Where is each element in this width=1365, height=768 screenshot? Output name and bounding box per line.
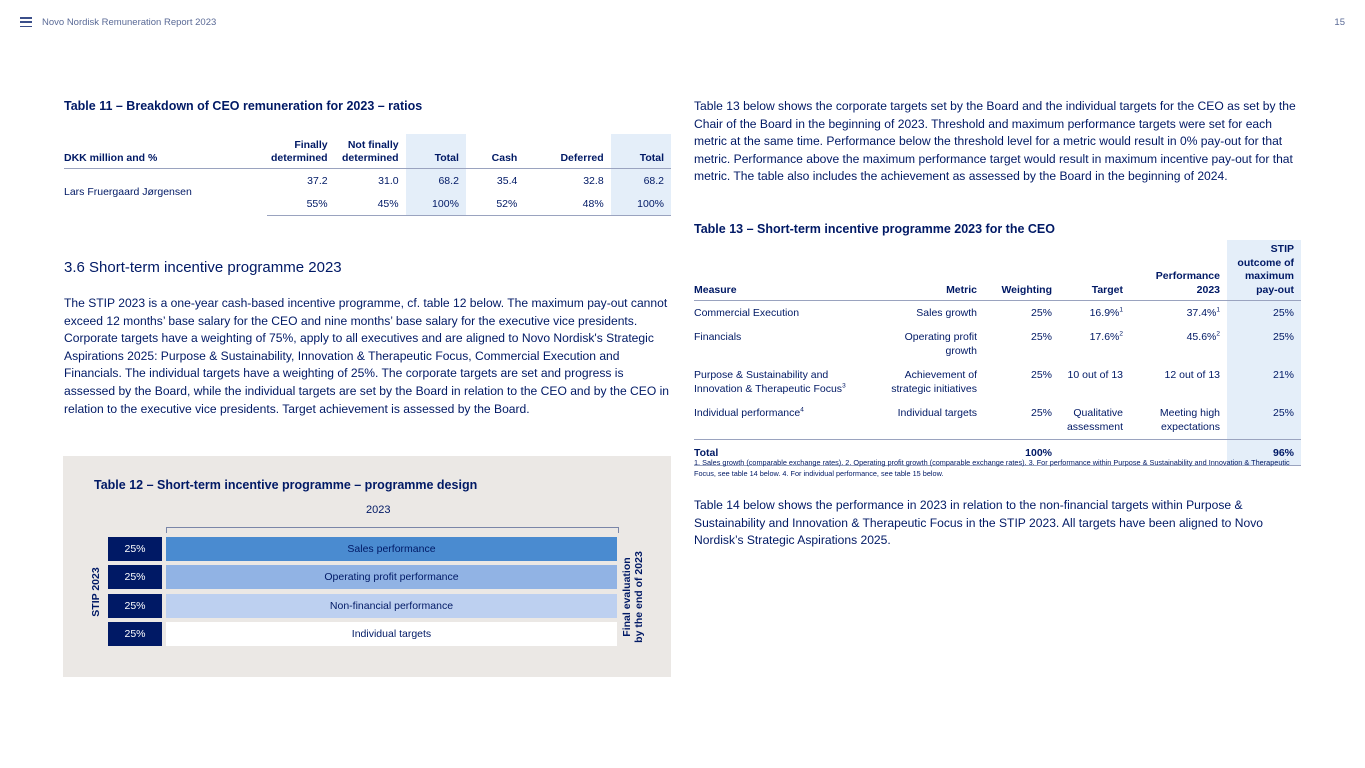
page-number: 15: [1334, 16, 1345, 28]
total-label: Total: [694, 440, 881, 466]
performance-cell: 45.6%$^2$: [1186, 330, 1220, 343]
table-cell: 100%: [611, 192, 671, 216]
performance-cell: 12 out of 13: [1164, 369, 1220, 381]
metric-cell: Operating profit growth: [904, 331, 977, 357]
col-header: Target: [1059, 240, 1130, 301]
table-row: [694, 325, 1301, 363]
table13-intro-text: Table 13 below shows the corporate targets set by the Board and the individual targets for the CEO as set by the Chair of the Board in the beginning of 2023. Threshold and maximum performance targets were set for each metric at the same time. Performance below the threshold level for a metric would result in 0% pay-out for that metric. Performance above the maximum performance target would result in maximum incentive pay-out for that metric. The table also includes the achievement as assessed by the Board in the beginning of 2024.: [694, 99, 1296, 184]
final-evaluation-vertical-label: Final evaluation by the end of 2023: [621, 551, 645, 643]
table-cell: 52%: [466, 192, 524, 216]
outcome-cell: 25%: [1227, 401, 1301, 440]
col-header: Weighting: [984, 240, 1059, 301]
performance-cell: Meeting high expectations: [1159, 407, 1220, 433]
outcome-cell: 25%: [1227, 325, 1301, 363]
table14-intro-text: Table 14 below shows the performance in 2023 in relation to the non-financial targets within Purpose & Sustainability and Innovation & Therapeutic Focus in the STIP 2023. All targets have been aligned to Novo Nordisk’s Strategic Aspirations 2025.: [694, 498, 1263, 548]
weighting-cell: 25%: [1030, 407, 1052, 419]
table-row: [694, 363, 1301, 401]
weight-badge: 25%: [108, 565, 162, 589]
table13: [694, 240, 1301, 466]
col-header: Cash: [466, 134, 524, 169]
table-cell: 37.2: [307, 174, 328, 187]
measure-cell: Purpose & Sustainability and Innovation & Therapeutic Focus$^3$: [694, 369, 846, 395]
target-cell: 16.9%$^1$: [1089, 306, 1123, 319]
outcome-cell: 25%: [1227, 301, 1301, 326]
weighting-cell: 25%: [1030, 331, 1052, 343]
top-bar: [20, 12, 1345, 32]
table-cell: 35.4: [496, 174, 518, 187]
col-header: Finally determined: [267, 134, 335, 169]
weight-badge: 25%: [108, 594, 162, 618]
target-cell: Qualitative assessment: [1066, 407, 1123, 433]
total-outcome: 96%: [1227, 440, 1301, 466]
target-cell: 17.6%$^2$: [1089, 330, 1123, 343]
table11: [64, 134, 671, 216]
measure-cell: Commercial Execution: [694, 307, 800, 319]
metric-cell: Achievement of strategic initiatives: [891, 369, 977, 395]
table13-header-row: [694, 240, 1301, 301]
table11-title: Table 11 – Breakdown of CEO remuneration for 2023 – ratios: [64, 99, 423, 113]
stip-vertical-label: STIP 2023: [90, 567, 102, 617]
table-cell: 32.8: [583, 174, 604, 187]
table11-header-row: [64, 134, 671, 169]
non-financial-bar: Non-financial performance: [166, 594, 617, 618]
weighting-cell: 25%: [1030, 369, 1052, 381]
measure-cell: Individual performance$^4$: [694, 406, 804, 419]
table12-title: Table 12 – Short-term incentive programme – programme design: [94, 478, 478, 492]
report-title: Novo Nordisk Remuneration Report 2023: [42, 16, 217, 28]
col-header: Measure: [694, 240, 881, 301]
weight-badge: 25%: [108, 537, 162, 561]
section-body-text: The STIP 2023 is a one-year cash-based incentive programme, cf. table 12 below. The maximum pay-out cannot exceed 12 months’ base salary for the CEO and nine months’ base salary for the executive vice presidents. Corporate targets have a weighting of 75%, apply to all executives and are aligned to Novo Nordisk's Strategic Aspirations 2025: Purpose & Sustainability, Innovation & Therapeutic Focus, Commercial Execution and Financials. The individual targets have a weighting of 25%. The corporate targets are set and progress is assessed by the Board, while the individual targets are set by the Board in relation to the CEO and by the CEO in relation to the executive vice presidents. Target achievement is assessed by the Board.: [64, 296, 670, 416]
col-header: Total: [611, 134, 671, 169]
col-header: Performance 2023: [1130, 240, 1227, 301]
measure-cell: Financials: [694, 331, 742, 343]
table-cell: 31.0: [378, 174, 399, 187]
col-header: STIP outcome of maximum pay-out: [1227, 240, 1301, 301]
weight-badge: 25%: [108, 622, 162, 646]
col-header: Total: [406, 134, 466, 169]
year-label: 2023: [366, 504, 391, 516]
table-row: [694, 301, 1301, 326]
weighting-cell: 25%: [1030, 307, 1052, 319]
table-row: [694, 401, 1301, 440]
table-cell: 45%: [335, 192, 406, 216]
individual-targets-bar: Individual targets: [166, 622, 617, 646]
outcome-cell: 21%: [1227, 363, 1301, 401]
col-header: DKK million and %: [64, 134, 267, 169]
target-cell: 10 out of 13: [1067, 369, 1123, 381]
table-row: [64, 169, 671, 193]
col-header: Metric: [881, 240, 984, 301]
table-cell: 68.2: [406, 169, 466, 193]
year-bracket: [166, 527, 619, 533]
metric-cell: Sales growth: [916, 307, 977, 319]
total-weighting: 100%: [984, 440, 1059, 466]
table-cell: 48%: [524, 192, 610, 216]
col-header: Not finally determined: [335, 134, 406, 169]
col-header: Deferred: [524, 134, 610, 169]
operating-profit-bar: Operating profit performance: [166, 565, 617, 589]
table-cell: 55%: [267, 192, 335, 216]
sales-performance-bar: Sales performance: [166, 537, 617, 561]
performance-cell: 37.4%$^1$: [1186, 306, 1220, 319]
executive-name: Lars Fruergaard Jørgensen: [64, 186, 192, 199]
table-cell: 68.2: [611, 169, 671, 193]
hamburger-menu-icon[interactable]: [20, 17, 32, 27]
table-cell: 100%: [406, 192, 466, 216]
table13-title: Table 13 – Short-term incentive programme 2023 for the CEO: [694, 222, 1055, 236]
metric-cell: Individual targets: [897, 407, 977, 419]
section-heading: 3.6 Short-term incentive programme 2023: [64, 259, 342, 276]
table13-footnote: 1. Sales growth (comparable exchange rates). 2. Operating profit growth (comparable exchange rates). 3. For performance within Purpose & Sustainability and Innovation & Therapeutic Focus, see table 14 below. 4. For individual performance, see table 15 below.: [694, 458, 1290, 478]
